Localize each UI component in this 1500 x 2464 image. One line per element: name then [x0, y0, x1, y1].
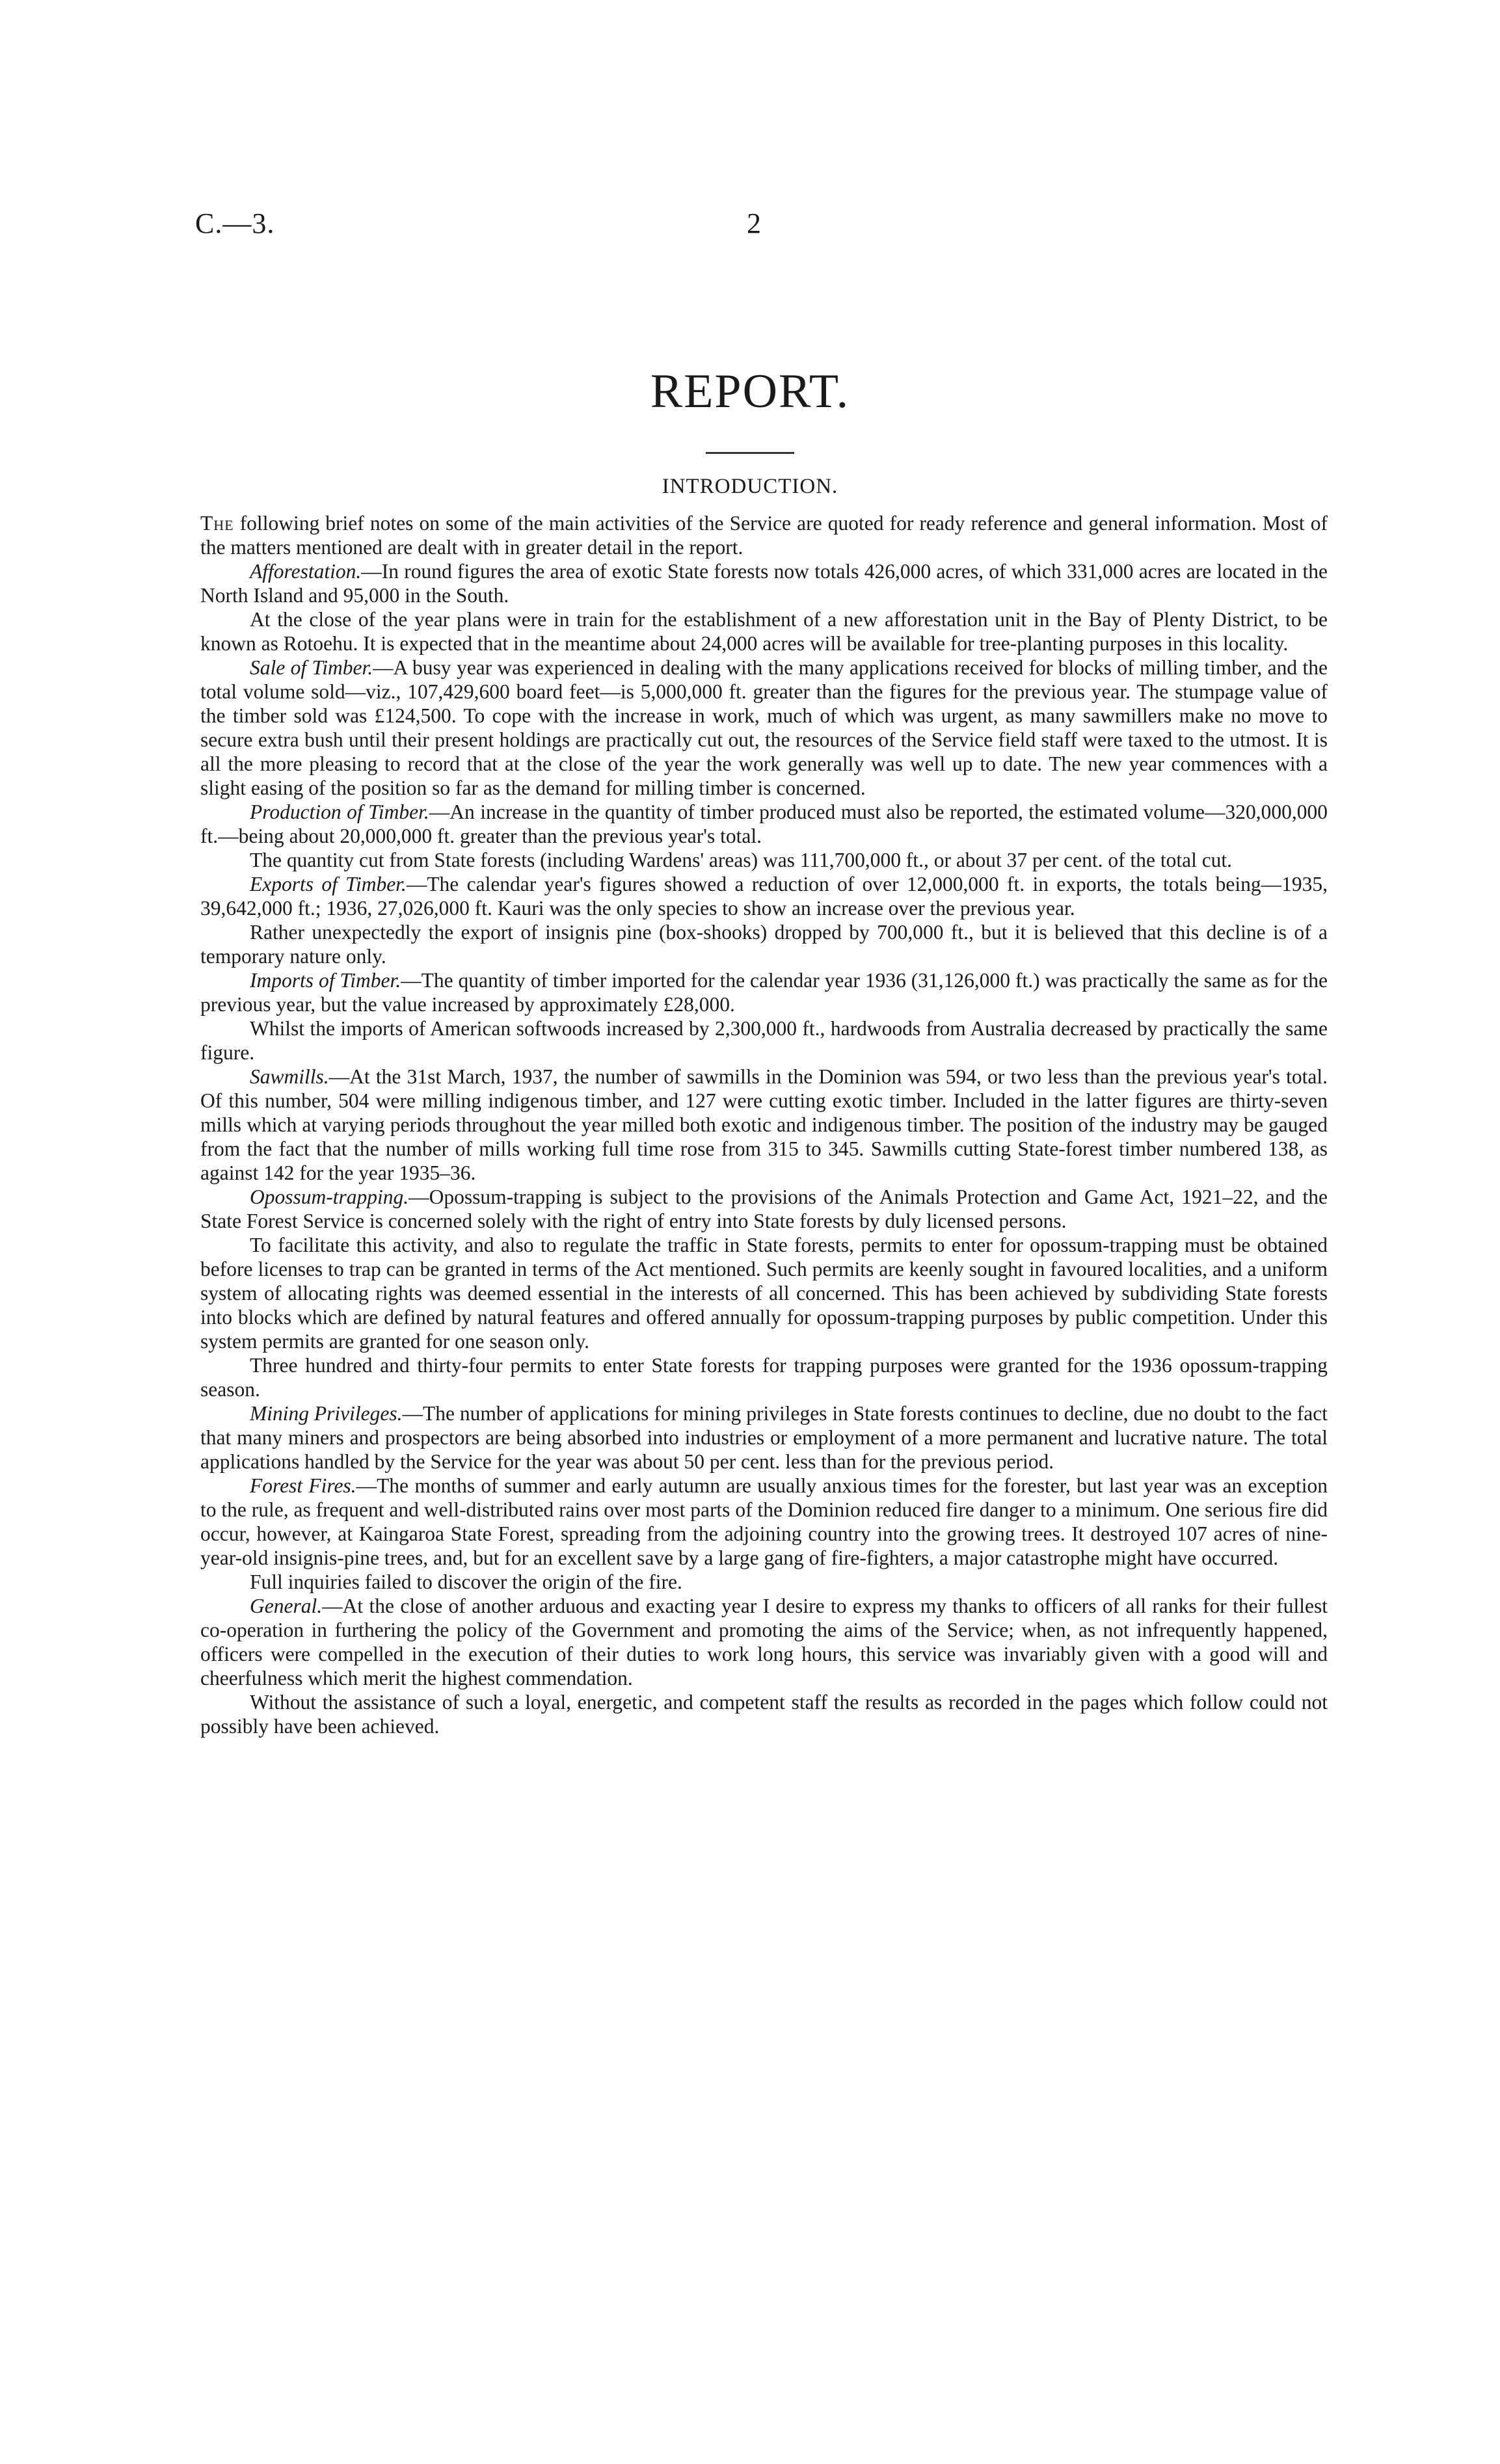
paragraph: [200, 511, 1328, 559]
paragraph: [200, 1594, 1328, 1690]
paragraph-heading: Sawmills.: [250, 1065, 329, 1088]
paragraph: [200, 800, 1328, 848]
paragraph-text: —A busy year was experienced in dealing with the many applications received for blocks of milling timber, and the total volume sold—viz., 107,429,600 board feet—is 5,000,000 ft. greater than the figures for the previous year. The stumpage value of the timber sold was £124,500. To cope with the increase in work, much of which was urgent, as many sawmillers make no move to secure extra bush until their present holdings are practically cut out, the resources of the Service field staff were taxed to the utmost. It is all the more pleasing to record that at the close of the year the work generally was well up to date. The new year commences with a slight easing of the position so far as the demand for milling timber is concerned.: [200, 656, 1328, 799]
paragraph: [200, 607, 1328, 656]
report-body: [200, 511, 1328, 1738]
paragraph-text: —The quantity of timber imported for the calendar year 1936 (31,126,000 ft.) was practically the same as for the previous year, but the value increased by approximately £28,000.: [200, 969, 1328, 1016]
paragraph: [200, 1016, 1328, 1065]
paragraph: [200, 1353, 1328, 1401]
paragraph-text: At the close of the year plans were in train for the establishment of a new afforestation unit in the Bay of Plenty District, to be known as Rotoehu. It is expected that in the meantime about 24,000 acres will be available for tree-planting purposes in this locality.: [200, 608, 1328, 655]
document-reference: C.—3.: [195, 207, 275, 239]
paragraph: [200, 1065, 1328, 1185]
lead-word: The: [200, 512, 234, 535]
paragraph: [200, 968, 1328, 1016]
paragraph-heading: Opossum-trapping.: [250, 1186, 409, 1208]
title-rule: [706, 452, 794, 454]
paragraph: [200, 1185, 1328, 1233]
paragraph-text: —At the 31st March, 1937, the number of sawmills in the Dominion was 594, or two less than the previous year's total. Of this number, 504 were milling indigenous timber, and 127 were cutting exotic timber. Included in the latter figures are thirty-seven mills which at varying periods throughout the year milled both exotic and indigenous timber. The position of the industry may be gauged from the fact that the number of mills working full time rose from 315 to 345. Sawmills cutting State-forest timber numbered 138, as against 142 for the year 1935–36.: [200, 1065, 1328, 1184]
paragraph-text: Without the assistance of such a loyal, energetic, and competent staff the results as recorded in the pages which follow could not possibly have been achieved.: [200, 1691, 1328, 1738]
paragraph-heading: Sale of Timber.: [250, 656, 373, 679]
paragraph-heading: Production of Timber.: [250, 801, 429, 823]
paragraph: [200, 872, 1328, 920]
paragraph-text: following brief notes on some of the main activities of the Service are quoted for ready reference and general information. Most of the matters mentioned are dealt with in greater detail in the report.: [200, 512, 1328, 559]
paragraph: [200, 1690, 1328, 1738]
paragraph-heading: Exports of Timber.: [250, 873, 407, 895]
paragraph: [200, 1474, 1328, 1570]
paragraph: [200, 656, 1328, 800]
paragraph-text: Rather unexpectedly the export of insignis pine (box-shooks) dropped by 700,000 ft., but it is believed that this decline is of a temporary nature only.: [200, 921, 1328, 968]
paragraph-text: —At the close of another arduous and exacting year I desire to express my thanks to officers of all ranks for their fullest co-operation in furthering the policy of the Government and promoting the aims of the Service; when, as not infrequently happened, officers were compelled in the execution of their duties to work long hours, this service was invariably given with a good will and cheerfulness which merit the highest commendation.: [200, 1595, 1328, 1689]
paragraph-heading: General.: [250, 1595, 323, 1617]
paragraph-text: —An increase in the quantity of timber produced must also be reported, the estimated volume—320,000,000 ft.—being about 20,000,000 ft. greater than the previous year's total.: [200, 801, 1328, 847]
paragraph-text: To facilitate this activity, and also to regulate the traffic in State forests, permits to enter for opossum-trapping must be obtained before licenses to trap can be granted in terms of the Act mentioned. Such permits are keenly sought in favoured localities, and a uniform system of allocating rights was deemed essential in the interests of all concerned. This has been achieved by subdividing State forests into blocks which are defined by natural features and offered annually for opossum-trapping purposes by public competition. Under this system permits are granted for one season only.: [200, 1234, 1328, 1353]
paragraph-text: The quantity cut from State forests (including Wardens' areas) was 111,700,000 ft., or about 37 per cent. of the total cut.: [250, 849, 1233, 871]
paragraph-heading: Mining Privileges.: [250, 1402, 403, 1425]
paragraph-text: —The calendar year's figures showed a reduction of over 12,000,000 ft. in exports, the totals being—1935, 39,642,000 ft.; 1936, 27,026,000 ft. Kauri was the only species to show an increase over the previous year.: [200, 873, 1328, 920]
paragraph: [200, 848, 1328, 872]
paragraph: [200, 920, 1328, 968]
paragraph: [200, 1570, 1328, 1594]
paragraph-text: Three hundred and thirty-four permits to enter State forests for trapping purposes were granted for the 1936 opossum-trapping season.: [200, 1354, 1328, 1401]
paragraph-text: —In round figures the area of exotic State forests now totals 426,000 acres, of which 331,000 acres are located in the North Island and 95,000 in the South.: [200, 560, 1328, 607]
paragraph: [200, 1401, 1328, 1474]
paragraph-heading: Forest Fires.: [250, 1474, 356, 1497]
paragraph-text: —The number of applications for mining privileges in State forests continues to decline, due no doubt to the fact that many miners and prospectors are being absorbed into industries or employment of a more permanent and lucrative nature. The total applications handled by the Service for the year was about 50 per cent. less than for the previous period.: [200, 1402, 1328, 1473]
section-heading: INTRODUCTION.: [662, 475, 838, 498]
paragraph: [200, 1233, 1328, 1353]
paragraph-text: —Opossum-trapping is subject to the provisions of the Animals Protection and Game Act, 1921–22, and the State Forest Service is concerned solely with the right of entry into State forests by duly licensed persons.: [200, 1186, 1328, 1232]
paragraph: [200, 559, 1328, 607]
paragraph-text: —The months of summer and early autumn are usually anxious times for the forester, but last year was an exception to the rule, as frequent and well-distributed rains over most parts of the Dominion reduced fire danger to a minimum. One serious fire did occur, however, at Kaingaroa State Forest, spreading from the adjoining country into the growing trees. It destroyed 107 acres of nine-year-old insignis-pine trees, and, but for an excellent save by a large gang of fire-fighters, a major catastrophe might have occurred.: [200, 1474, 1328, 1569]
paragraph-text: Full inquiries failed to discover the origin of the fire.: [250, 1570, 682, 1593]
paragraph-text: Whilst the imports of American softwoods increased by 2,300,000 ft., hardwoods from Australia decreased by practically the same figure.: [200, 1017, 1328, 1064]
page-number: 2: [747, 207, 761, 239]
report-title: REPORT.: [650, 365, 850, 418]
paragraph-heading: Afforestation.: [250, 560, 362, 583]
paragraph-heading: Imports of Timber.: [250, 969, 401, 992]
